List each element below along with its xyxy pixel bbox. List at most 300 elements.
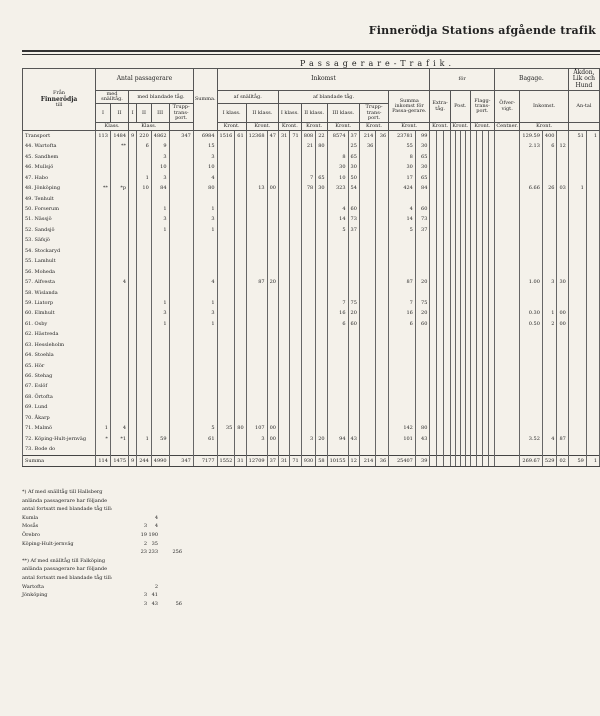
table-cell	[246, 204, 267, 214]
centner-h: Centner.	[496, 123, 518, 130]
table-cell	[359, 173, 375, 183]
table-cell	[110, 298, 128, 308]
table-cell	[137, 361, 152, 371]
footnote-value: 2	[143, 540, 147, 547]
table-cell: 30	[415, 163, 430, 173]
station-name: 62. Hästveda	[23, 330, 96, 340]
table-cell: 4	[193, 173, 217, 183]
footnote-value	[125, 583, 136, 592]
table-cell	[327, 340, 348, 350]
table-cell	[494, 163, 519, 173]
table-cell	[327, 413, 348, 423]
table-cell: 1	[137, 173, 152, 183]
table-cell	[169, 278, 193, 288]
station-name: 46. Mullsjö	[23, 163, 96, 173]
table-cell	[129, 215, 137, 225]
table-cell	[327, 246, 348, 256]
table-cell	[359, 298, 375, 308]
col-III-klass-b: III klass.	[327, 104, 359, 123]
table-cell	[137, 215, 152, 225]
table-cell	[235, 434, 246, 444]
station-name: 72. Köping-Hult-jernväg	[23, 434, 96, 444]
table-cell	[586, 340, 599, 350]
footnote-value	[125, 540, 136, 549]
table-cell	[278, 257, 289, 267]
table-cell	[542, 371, 557, 381]
station-name: 64. Stoehla	[23, 351, 96, 361]
table-cell: 03	[557, 184, 568, 194]
table-cell	[246, 382, 267, 392]
table-cell: 1	[586, 131, 599, 142]
table-cell	[494, 152, 519, 162]
kront-4: Kront.	[301, 123, 327, 131]
table-cell	[278, 424, 289, 434]
table-cell	[316, 194, 327, 204]
table-cell	[301, 257, 316, 267]
table-cell	[129, 184, 137, 194]
table-cell	[278, 163, 289, 173]
table-cell: *p	[110, 184, 128, 194]
table-cell	[316, 163, 327, 173]
table-cell	[443, 371, 450, 381]
table-cell: 36	[359, 142, 375, 152]
footnote-line	[22, 591, 242, 600]
table-cell: 16	[327, 309, 348, 319]
table-cell	[137, 319, 152, 329]
table-cell	[494, 330, 519, 340]
table-cell: 3	[193, 215, 217, 225]
table-cell: 9	[151, 142, 169, 152]
station-name: 51. Nässjö	[23, 215, 96, 225]
table-cell	[278, 142, 289, 152]
table-cell	[520, 413, 543, 423]
kront-9: Kront.	[450, 123, 470, 131]
table-cell	[301, 288, 316, 298]
table-cell	[267, 288, 278, 298]
table-cell	[586, 215, 599, 225]
footnote-text: Wartofta	[22, 583, 44, 590]
table-cell	[217, 184, 235, 194]
table-cell	[376, 403, 389, 413]
table-cell	[246, 246, 267, 256]
table-cell	[348, 257, 359, 267]
table-cell: 36	[376, 131, 389, 142]
table-cell	[443, 131, 450, 142]
footnote-value	[125, 522, 136, 531]
table-cell	[301, 382, 316, 392]
station-name: 71. Malmö	[23, 424, 96, 434]
table-cell: 20	[415, 278, 430, 288]
table-cell	[235, 288, 246, 298]
table-cell	[520, 330, 543, 340]
table-cell	[217, 392, 235, 402]
table-cell	[235, 142, 246, 152]
table-cell: 2.13	[520, 142, 543, 152]
table-cell: 75	[415, 298, 430, 308]
table-cell	[430, 319, 437, 329]
table-cell	[443, 142, 450, 152]
table-cell	[542, 215, 557, 225]
table-cell	[494, 204, 519, 214]
table-cell	[568, 298, 586, 308]
table-cell	[301, 309, 316, 319]
table-cell: 1	[568, 184, 586, 194]
table-cell	[415, 330, 430, 340]
table-cell	[290, 288, 301, 298]
table-cell	[348, 382, 359, 392]
table-cell	[278, 152, 289, 162]
table-cell	[137, 288, 152, 298]
table-cell: 60	[348, 204, 359, 214]
table-cell	[327, 330, 348, 340]
footnote-sum: 56	[175, 600, 182, 607]
table-cell	[568, 361, 586, 371]
table-cell: 78	[301, 184, 316, 194]
footnote-line	[22, 557, 242, 583]
table-cell: 5	[389, 225, 416, 235]
table-cell	[246, 371, 267, 381]
table-cell	[348, 361, 359, 371]
table-cell	[376, 371, 389, 381]
table-cell	[169, 184, 193, 194]
table-cell	[169, 194, 193, 204]
table-cell	[389, 351, 416, 361]
footnote-value	[114, 514, 125, 523]
table-cell	[169, 392, 193, 402]
table-row	[23, 278, 600, 288]
table-cell	[443, 298, 450, 308]
table-cell	[430, 278, 437, 288]
table-cell	[376, 340, 389, 350]
table-cell	[235, 403, 246, 413]
table-cell: 4862	[151, 131, 169, 142]
table-cell: 129.59	[520, 131, 543, 142]
footnote-sum: 256	[172, 549, 182, 556]
antal-djur-header: An-tal	[568, 90, 599, 122]
footnote-value	[114, 591, 125, 600]
table-cell: 113	[96, 131, 111, 142]
table-cell	[443, 246, 450, 256]
table-cell	[301, 246, 316, 256]
table-cell	[169, 445, 193, 456]
table-cell	[278, 204, 289, 214]
table-cell	[290, 319, 301, 329]
table-cell	[96, 278, 111, 288]
table-cell	[96, 330, 111, 340]
table-row	[23, 340, 600, 350]
kront-11: Kront.	[520, 123, 568, 131]
table-cell	[278, 278, 289, 288]
table-cell	[235, 215, 246, 225]
table-cell	[359, 204, 375, 214]
table-cell	[290, 225, 301, 235]
table-cell	[169, 340, 193, 350]
table-cell	[151, 445, 169, 456]
table-cell: 25	[348, 142, 359, 152]
table-cell	[96, 194, 111, 204]
table-cell	[278, 236, 289, 246]
table-cell	[437, 371, 444, 381]
table-cell	[327, 424, 348, 434]
summa-inkomst-header: Summa inkomst för Passa-gerare.	[389, 90, 430, 122]
table-cell	[437, 309, 444, 319]
klass-a: Klass.	[96, 123, 129, 131]
table-cell	[290, 309, 301, 319]
table-cell	[110, 173, 128, 183]
table-cell	[290, 152, 301, 162]
footnote-value	[114, 583, 125, 592]
table-cell	[520, 371, 543, 381]
table-cell	[235, 319, 246, 329]
table-cell	[359, 351, 375, 361]
table-cell	[278, 382, 289, 392]
table-cell	[278, 361, 289, 371]
table-cell	[359, 424, 375, 434]
table-cell	[586, 382, 599, 392]
table-cell	[443, 288, 450, 298]
table-cell	[290, 413, 301, 423]
kront-10: Kront.	[470, 123, 494, 131]
table-cell	[129, 236, 137, 246]
table-cell	[557, 371, 568, 381]
table-cell	[443, 184, 450, 194]
table-cell	[437, 288, 444, 298]
footnote-value: 23	[140, 549, 147, 556]
table-cell	[246, 330, 267, 340]
table-cell	[278, 403, 289, 413]
footnote-value	[136, 557, 147, 583]
table-cell	[169, 371, 193, 381]
table-cell	[586, 298, 599, 308]
table-cell	[437, 403, 444, 413]
table-cell	[376, 194, 389, 204]
table-cell	[568, 288, 586, 298]
table-cell	[267, 351, 278, 361]
table-cell: 12709	[246, 455, 267, 466]
table-cell	[520, 246, 543, 256]
table-cell	[278, 288, 289, 298]
table-cell	[443, 319, 450, 329]
table-cell	[568, 246, 586, 256]
table-cell	[494, 278, 519, 288]
table-cell	[359, 246, 375, 256]
footnote-value: 43	[151, 600, 158, 607]
table-cell	[557, 298, 568, 308]
col-trupp: Trupp-trans-port.	[169, 104, 193, 123]
table-cell	[437, 434, 444, 444]
table-cell: 00	[267, 424, 278, 434]
table-cell	[443, 215, 450, 225]
table-cell	[169, 413, 193, 423]
table-cell	[542, 257, 557, 267]
table-cell	[430, 267, 437, 277]
table-cell	[376, 361, 389, 371]
table-cell	[151, 424, 169, 434]
table-cell	[494, 340, 519, 350]
table-cell	[359, 215, 375, 225]
footnote-text: Kumla	[22, 514, 39, 521]
table-cell	[235, 330, 246, 340]
table-cell	[389, 392, 416, 402]
table-cell	[415, 382, 430, 392]
table-cell: 65	[415, 173, 430, 183]
table-cell	[586, 246, 599, 256]
table-cell	[217, 236, 235, 246]
table-cell	[586, 424, 599, 434]
table-cell	[520, 173, 543, 183]
table-cell	[290, 173, 301, 183]
table-cell	[290, 371, 301, 381]
table-cell	[301, 413, 316, 423]
footnote-value	[114, 600, 125, 609]
col-II-a: II	[110, 104, 128, 123]
table-cell	[246, 351, 267, 361]
table-cell	[301, 351, 316, 361]
table-cell	[193, 330, 217, 340]
table-cell	[389, 236, 416, 246]
klass-b: Klass.	[129, 123, 169, 131]
station-name: 49. Tenhult	[23, 194, 96, 204]
table-cell	[520, 204, 543, 214]
table-cell	[129, 173, 137, 183]
table-cell	[151, 392, 169, 402]
table-cell: 23781	[389, 131, 416, 142]
table-cell	[520, 382, 543, 392]
table-cell	[267, 445, 278, 456]
table-cell	[169, 309, 193, 319]
table-cell	[110, 246, 128, 256]
station-name: 66. Stehag	[23, 371, 96, 381]
table-cell	[169, 142, 193, 152]
table-cell	[443, 445, 450, 456]
table-cell	[96, 288, 111, 298]
table-cell	[110, 194, 128, 204]
table-cell	[169, 225, 193, 235]
table-cell	[217, 288, 235, 298]
table-cell: 1475	[110, 455, 128, 466]
table-cell	[443, 257, 450, 267]
table-cell	[217, 361, 235, 371]
table-cell	[376, 424, 389, 434]
table-cell	[430, 142, 437, 152]
table-cell	[348, 236, 359, 246]
table-cell	[217, 225, 235, 235]
table-cell	[494, 173, 519, 183]
table-cell	[217, 278, 235, 288]
table-row	[23, 424, 600, 434]
table-cell	[96, 246, 111, 256]
table-cell	[110, 392, 128, 402]
table-cell	[301, 204, 316, 214]
table-cell	[217, 163, 235, 173]
footnote-value	[114, 488, 125, 514]
table-cell	[96, 371, 111, 381]
table-cell	[327, 361, 348, 371]
table-cell	[389, 361, 416, 371]
table-cell	[542, 330, 557, 340]
table-cell: 84	[151, 184, 169, 194]
table-cell	[169, 163, 193, 173]
table-cell	[137, 403, 152, 413]
table-cell	[348, 371, 359, 381]
table-cell	[520, 340, 543, 350]
table-cell	[542, 173, 557, 183]
footnote-value	[114, 540, 125, 549]
table-cell: 1	[193, 319, 217, 329]
table-cell	[359, 278, 375, 288]
table-cell	[327, 371, 348, 381]
af-blandade-header: af blandade tåg.	[278, 90, 388, 104]
footnote-sum	[158, 488, 182, 514]
blank-h	[169, 123, 193, 131]
table-cell	[110, 152, 128, 162]
table-cell	[520, 152, 543, 162]
table-cell	[359, 330, 375, 340]
table-cell	[542, 392, 557, 402]
table-cell	[376, 215, 389, 225]
table-cell: 930	[301, 455, 316, 466]
table-cell	[137, 246, 152, 256]
table-cell	[193, 246, 217, 256]
table-cell	[129, 319, 137, 329]
table-cell	[316, 392, 327, 402]
table-cell	[376, 152, 389, 162]
table-cell	[557, 215, 568, 225]
table-cell: 50	[348, 173, 359, 183]
table-cell	[437, 413, 444, 423]
table-cell	[494, 392, 519, 402]
table-cell	[267, 236, 278, 246]
table-cell: 1	[542, 309, 557, 319]
station-name: 73. Bode do	[23, 445, 96, 456]
table-cell: 84	[415, 184, 430, 194]
extra-tag-header: Extra-tåg.	[430, 90, 450, 122]
table-cell: 214	[359, 131, 375, 142]
table-cell	[568, 236, 586, 246]
table-cell	[437, 173, 444, 183]
table-cell	[586, 309, 599, 319]
table-cell	[96, 319, 111, 329]
footnote-value	[114, 548, 125, 557]
table-cell	[129, 392, 137, 402]
table-cell	[389, 246, 416, 256]
table-cell	[278, 351, 289, 361]
table-cell: 30	[557, 278, 568, 288]
table-cell	[290, 424, 301, 434]
table-cell	[96, 403, 111, 413]
table-cell: 26	[542, 184, 557, 194]
table-cell	[376, 298, 389, 308]
table-cell	[96, 236, 111, 246]
table-cell	[316, 413, 327, 423]
blank-h2	[568, 123, 599, 131]
table-cell	[151, 246, 169, 256]
table-cell	[430, 351, 437, 361]
table-cell	[217, 142, 235, 152]
table-cell: 17	[389, 173, 416, 183]
table-cell	[235, 204, 246, 214]
table-cell	[430, 173, 437, 183]
table-cell	[267, 330, 278, 340]
table-cell	[494, 298, 519, 308]
table-cell	[376, 392, 389, 402]
table-cell: 75	[348, 298, 359, 308]
table-cell	[437, 351, 444, 361]
table-cell	[267, 257, 278, 267]
table-cell	[586, 371, 599, 381]
table-cell: 94	[327, 434, 348, 444]
table-cell	[278, 267, 289, 277]
